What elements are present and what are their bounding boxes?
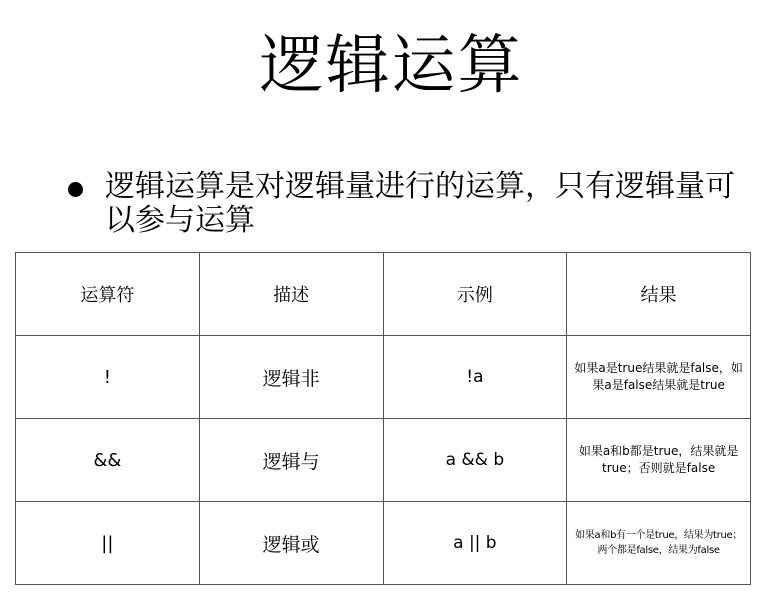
description-cell: 逻辑非: [199, 336, 383, 419]
operator-cell: !: [16, 336, 200, 419]
logical-operators-table: [15, 252, 751, 585]
description-cell: 逻辑或: [199, 502, 383, 585]
slide-title: 逻辑运算: [259, 29, 524, 103]
description-cell: 逻辑与: [199, 419, 383, 502]
header-example: 示例: [383, 253, 567, 336]
bullet-text: 逻辑运算是对逻辑量进行的运算，只有逻辑量可以参与运算: [105, 169, 735, 238]
result-cell: 如果a是true结果就是false，如果a是false结果就是true: [567, 336, 751, 419]
table-header-row: [16, 253, 751, 336]
example-cell: a && b: [383, 419, 567, 502]
result-cell: 如果a和b有一个是true，结果为true；两个都是false，结果为false: [567, 502, 751, 585]
header-operator: 运算符: [16, 253, 200, 336]
header-result: 结果: [567, 253, 751, 336]
table-row: [16, 419, 751, 502]
example-cell: !a: [383, 336, 567, 419]
result-cell: 如果a和b都是true，结果就是true；否则就是false: [567, 419, 751, 502]
table-row: [16, 336, 751, 419]
bullet-dot-icon: [68, 182, 83, 197]
operator-cell: ||: [16, 502, 200, 585]
header-description: 描述: [199, 253, 383, 336]
table-row: [16, 502, 751, 585]
example-cell: a || b: [383, 502, 567, 585]
operator-cell: &&: [16, 419, 200, 502]
